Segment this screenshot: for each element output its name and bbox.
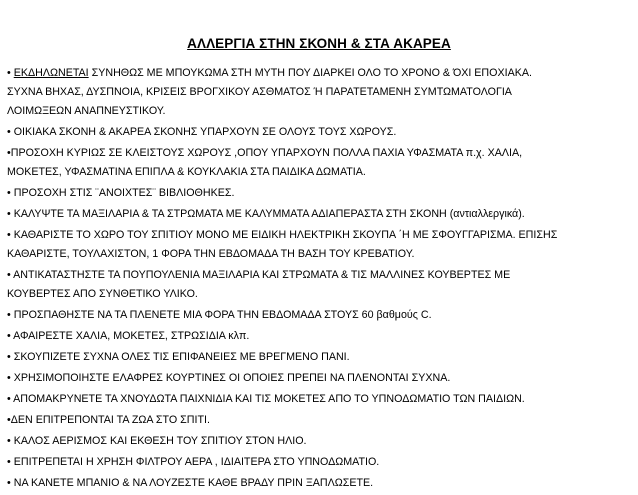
item-text: ΝΑ ΚΑΝΕΤΕ ΜΠΑΝΙΟ & ΝΑ ΛΟΥΖΕΣΤΕ ΚΑΘΕ ΒΡΑΔΥ ΠΡΙΝ ΞΑΠΛΩΣΕΤΕ. — [10, 477, 374, 489]
slide-title: ΑΛΛΕΡΓΙΑ ΣΤΗΝ ΣΚΟΝΗ & ΣΤΑ ΑΚΑΡΕΑ — [187, 36, 451, 51]
list-item — [7, 411, 633, 430]
item-text: ΔΕΝ ΕΠΙΤΡΕΠΟΝΤΑΙ ΤΑ ΖΩΑ ΣΤΟ ΣΠΙΤΙ. — [10, 414, 210, 426]
item-text: ΠΡΟΣΟΧΗ ΚΥΡΙΩΣ ΣΕ ΚΛΕΙΣΤΟΥΣ ΧΩΡΟΥΣ ,ΟΠΟΥ ΥΠΑΡΧΟΥΝ ΠΟΛΛΑ ΠΑΧΙΑ ΥΦΑΣΜΑΤΑ π.χ. ΧΑΛΙΑ, ΜΟΚΕΤΕΣ, ΥΦΑΣΜΑΤΙΝΑ ΕΠΙΠΛΑ & ΚΟΥΚΛΑΚΙΑ ΣΤΑ ΠΑΙΔΙΚΑ ΔΩΜΑΤΙΑ. — [7, 147, 523, 178]
item-text: ΟΙΚΙΑΚΑ ΣΚΟΝΗ & ΑΚΑΡΕΑ ΣΚΟΝΗΣ ΥΠΑΡΧΟΥΝ ΣΕ ΟΛΟΥΣ ΤΟΥΣ ΧΩΡΟΥΣ. — [10, 126, 397, 138]
list-item — [7, 327, 633, 346]
item-text: ΠΡΟΣΠΑΘΗΣΤΕ ΝΑ ΤΑ ΠΛΕΝΕΤΕ ΜΙΑ ΦΟΡΑ ΤΗΝ ΕΒΔΟΜΑΔΑ ΣΤΟΥΣ 60 βαθμούς C. — [10, 309, 432, 321]
item-text: ΕΠΙΤΡΕΠΕΤΑΙ Η ΧΡΗΣΗ ΦΙΛΤΡΟΥ ΑΕΡΑ , ΙΔΙΑΙΤΕΡΑ ΣΤΟ ΥΠΝΟΔΩΜΑΤΙΟ. — [10, 456, 380, 468]
list-item — [7, 474, 633, 493]
item-text: ΧΡΗΣΙΜΟΠΟΙΗΣΤΕ ΕΛΑΦΡΕΣ ΚΟΥΡΤΙΝΕΣ ΟΙ ΟΠΟΙΕΣ ΠΡΕΠΕΙ ΝΑ ΠΛΕΝΟΝΤΑΙ ΣΥΧΝΑ. — [10, 372, 451, 384]
list-item — [7, 205, 633, 224]
item-lead: ΕΚΔΗΛΩΝΕΤΑΙ — [13, 67, 89, 79]
list-item — [7, 306, 633, 325]
bullet-marker: • — [7, 414, 11, 426]
bullet-marker: • — [7, 309, 11, 321]
list-item — [7, 453, 633, 472]
item-text: ΚΑΛΟΣ ΑΕΡΙΣΜΟΣ ΚΑΙ ΕΚΘΕΣΗ ΤΟΥ ΣΠΙΤΙΟΥ ΣΤΟΝ ΗΛΙΟ. — [10, 435, 307, 447]
item-text: ΚΑΘΑΡΙΣΤΕ ΤΟ ΧΩΡΟ ΤΟΥ ΣΠΙΤΙΟΥ ΜΟΝΟ ΜΕ ΕΙΔΙΚΗ ΗΛΕΚΤΡΙΚΗ ΣΚΟΥΠΑ ΄Η ΜΕ ΣΦΟΥΓΓΑΡΙΣΜΑ. ΕΠΙΣΗΣ ΚΑΘΑΡΙΣΤΕ, ΤΟΥΛΑΧΙΣΤΟΝ, 1 ΦΟΡΑ ΤΗΝ ΕΒΔΟΜΑΔΑ ΤΗ ΒΑΣΗ ΤΟΥ ΚΡΕΒΑΤΙΟΥ. — [7, 229, 558, 260]
bullet-marker: • — [7, 147, 11, 159]
bullet-marker: • — [7, 477, 11, 489]
bullet-marker: • — [7, 330, 11, 342]
bullet-marker: • — [7, 372, 11, 384]
list-item — [7, 226, 633, 264]
bullet-marker: • — [7, 393, 11, 405]
list-item — [7, 369, 633, 388]
item-text: ΚΑΛΥΨΤΕ ΤΑ ΜΑΞΙΛΑΡΙΑ & ΤΑ ΣΤΡΩΜΑΤΑ ΜΕ ΚΑΛΥΜΜΑΤΑ ΑΔΙΑΠΕΡΑΣΤΑ ΣΤΗ ΣΚΟΝΗ (αντιαλλεργικά). — [10, 208, 525, 220]
item-text: ΣΥΝΗΘΩΣ ΜΕ ΜΠΟΥΚΩΜΑ ΣΤΗ ΜΥΤΗ ΠΟΥ ΔΙΑΡΚΕΙ ΟΛΟ ΤΟ ΧΡΟΝΟ & ΌΧΙ ΕΠΟΧΙΑΚΑ. ΣΥΧΝΑ ΒΗΧΑΣ, ΔΥΣΠΝΟΙΑ, ΚΡΙΣΕΙΣ ΒΡΟΓΧΙΚΟΥ ΑΣΘΜΑΤΟΣ Ή ΠΑΡΑΤΕΤΑΜΕΝΗ ΣΥΜΤΩΜΑΤΟΛΟΓΙΑ ΛΟΙΜΩΞΕΩΝ ΑΝΑΠΝΕΥΣΤΙΚΟΥ. — [7, 67, 532, 117]
bullet-list — [7, 64, 633, 495]
list-item — [7, 266, 633, 304]
bullet-marker: • — [7, 229, 11, 241]
list-item — [7, 123, 633, 142]
list-item — [7, 390, 633, 409]
item-text: ΣΚΟΥΠΙΖΕΤΕ ΣΥΧΝΑ ΟΛΕΣ ΤΙΣ ΕΠΙΦΑΝΕΙΕΣ ΜΕ ΒΡΕΓΜΕΝΟ ΠΑΝΙ. — [10, 351, 350, 363]
list-item — [7, 348, 633, 367]
bullet-marker: • — [7, 269, 11, 281]
list-item — [7, 144, 633, 182]
bullet-marker: • — [7, 67, 11, 79]
item-text: ΑΠΟΜΑΚΡΥΝΕΤΕ ΤΑ ΧΝΟΥΔΩΤΑ ΠΑΙΧΝΙΔΙΑ ΚΑΙ ΤΙΣ ΜΟΚΕΤΕΣ ΑΠΟ ΤΟ ΥΠΝΟΔΩΜΑΤΙΟ ΤΩΝ ΠΑΙΔΙΩΝ. — [10, 393, 525, 405]
list-item — [7, 432, 633, 451]
bullet-marker: • — [7, 208, 11, 220]
item-text: ΠΡΟΣΟΧΗ ΣΤΙΣ ¨ΑΝΟΙΧΤΕΣ¨ ΒΙΒΛΙΟΘΗΚΕΣ. — [10, 187, 235, 199]
item-text: ΑΝΤΙΚΑΤΑΣΤΗΣΤΕ ΤΑ ΠΟΥΠΟΥΛΕΝΙΑ ΜΑΞΙΛΑΡΙΑ ΚΑΙ ΣΤΡΩΜΑΤΑ & ΤΙΣ ΜΑΛΛΙΝΕΣ ΚΟΥΒΕΡΤΕΣ ΜΕ ΚΟΥΒΕΡΤΕΣ ΑΠΟ ΣΥΝΘΕΤΙΚΟ ΥΛΙΚΟ. — [7, 269, 511, 300]
bullet-marker: • — [7, 126, 11, 138]
bullet-marker: • — [7, 351, 11, 363]
bullet-marker: • — [7, 435, 11, 447]
item-text: ΑΦΑΙΡΕΣΤΕ ΧΑΛΙΑ, ΜΟΚΕΤΕΣ, ΣΤΡΩΣΙΔΙΑ κλπ. — [10, 330, 250, 342]
bullet-marker: • — [7, 456, 11, 468]
bullet-marker: • — [7, 187, 11, 199]
list-item — [7, 184, 633, 203]
list-item — [7, 64, 633, 121]
